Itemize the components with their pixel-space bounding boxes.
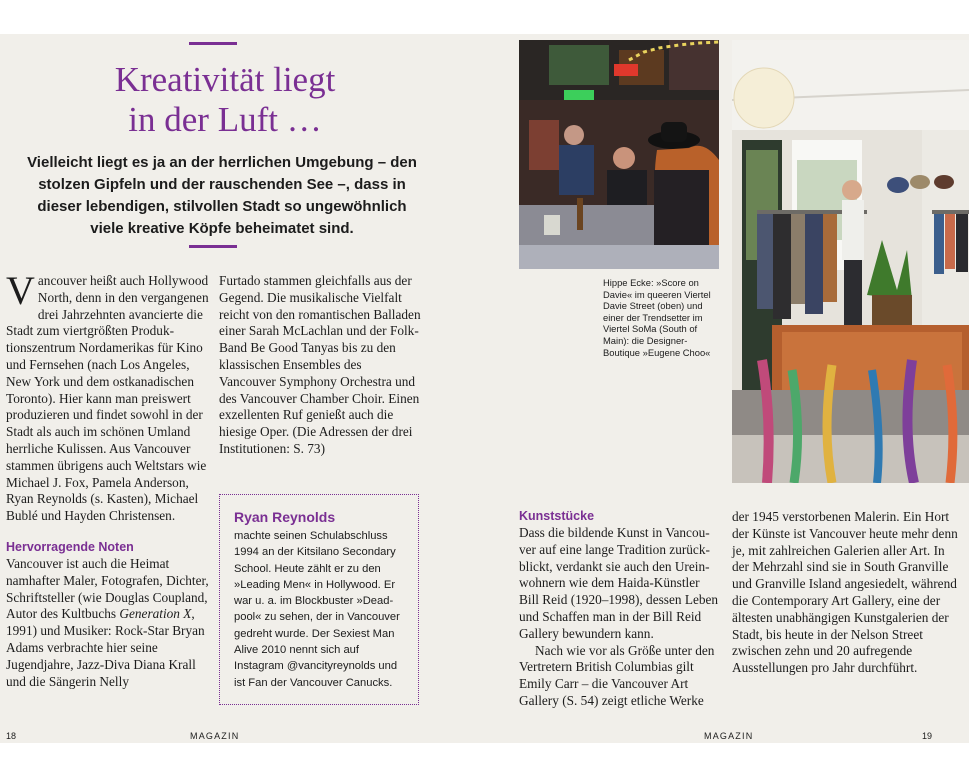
restaurant-image bbox=[519, 40, 719, 269]
info-box-ryan-reynolds bbox=[219, 494, 419, 705]
galleries-paragraph: der 1945 verstorbenen Malerin. Ein Hort der Künste ist Vancouver heute mehr denn je, mit zahlreichen Galerien aller Art. In der Mehrzahl sind sie in South Granville und Granville Island angesiedelt, während die Contemporary Art Gallery, eine der ältesten unabhängigen Kunstgalerien der Stadt, bis heute in der Nelson Street zwischen zehn und 20 aufregende Ausstellungen pro Jahr durchführt. bbox=[732, 509, 958, 676]
art-paragraph: Dass die bildende Kunst in Vancouver auf eine lange Tradition zurückblickt, verdankt sie auch den Ureinwohnern wie dem Haida-Künstler Bill Reid (1920–1998), dessen Leben und Schaffen man in der Bill Reid Gallery bewundern kann. bbox=[519, 525, 719, 641]
subhead-kunststuecke: Kunststücke bbox=[519, 509, 595, 523]
column-1 bbox=[6, 268, 210, 690]
page-number-right: 19 bbox=[922, 731, 933, 741]
info-box-title: Ryan Reynolds bbox=[234, 509, 336, 525]
subhead-noten: Hervorragende Noten bbox=[6, 539, 134, 554]
page-number-left: 18 bbox=[6, 731, 17, 741]
music-text-b: , 1991) und Musiker: Rock-Star Bryan Adams verbrachte hier seine Jugendjahre, Jazz-Diva Diana Krall und die Sängerin Nelly bbox=[6, 606, 205, 689]
info-box-text: machte seinen Schulabschluss 1994 an der Kitsilano Secondary School. Heute zählt er zu den »Leading Men« in Hollywood. Er war u. a. im Blockbuster »Deadpool« zu sehen, der in Vancouver gedreht wurde. Der Sexiest Man Alive 2010 nennt sich auf Instagram @vancityreynolds und ist Fan der Vancouver Canucks. bbox=[234, 530, 400, 689]
photo-eugene-choo-boutique bbox=[732, 40, 969, 483]
page-title bbox=[20, 60, 430, 140]
title-line-1: Kreativität liegt bbox=[114, 60, 336, 99]
music-text-a: Vancouver ist auch die Heimat namhafter Maler, Fotografen, Dichter, Schriftsteller (wie Douglas Coupland, Autor des Kultbuchs bbox=[6, 555, 209, 622]
book-title: Generation X bbox=[119, 606, 192, 622]
column-4 bbox=[732, 509, 962, 677]
intro-paragraph bbox=[6, 268, 210, 525]
column-3 bbox=[519, 508, 721, 710]
lead-paragraph: Vielleicht liegt es ja an der herrlichen Umgebung – den stolzen Gipfeln und der rauschenden See –, dass in dieser lebendigen, stilvollen Stadt so ungewöhnlich viele kreative Köpfe beheimatet sind. bbox=[27, 154, 417, 237]
intro-text: ancouver heißt auch Hollywood North, denn in den vergangenen drei Jahrzehnten avancierte die Stadt zum viertgrößten Produktionszentrum Nordamerikas für Kino und Fernsehen (nach Los Angeles, New York und dem ostkanadischen Toronto). Hier kann man preiswert produzieren und findet sowohl in der Stadt als auch im schönen Umland herrliche Kulissen. Aus Vancouver stammen übrigens auch Weltstars wie Michael J. Fox, Pamela Anderson, Ryan Reynolds (s. Kasten), Michael Bublé und Hayden Christensen. bbox=[6, 273, 209, 524]
boutique-image bbox=[732, 40, 969, 483]
running-head-right: MAGAZIN bbox=[704, 731, 754, 741]
emily-carr-paragraph: Nach wie vor als Größe unter den Vertretern British Columbias gilt Emily Carr – die Vancouver Art Gallery (S. 54) zeigt etliche Werke bbox=[519, 642, 715, 708]
drop-cap: V bbox=[6, 268, 35, 313]
bottom-margin bbox=[0, 743, 969, 775]
music-paragraph bbox=[6, 556, 210, 690]
title-rule-bottom bbox=[189, 245, 237, 248]
title-rule-top bbox=[189, 42, 237, 45]
photo-caption: Hippe Ecke: »Score on Davie« im queeren Viertel Davie Street (oben) und einer der Trendsetter im Viertel SoMa (South of Main): die Designer-Boutique »Eugene Choo« bbox=[603, 277, 711, 358]
photo-score-on-davie bbox=[519, 40, 719, 269]
column-2 bbox=[219, 273, 421, 458]
title-line-2: in der Luft … bbox=[128, 100, 322, 139]
music-continued-paragraph: Furtado stammen gleichfalls aus der Gegend. Die musikalische Vielfalt reicht von den romantischen Balladen einer Sarah McLachlan und der Folk-Band Be Good Tanyas bis zu den klassischen Ensembles des Vancouver Symphony Orchestra und des Vancouver Chamber Choir. Einen exzellenten Ruf genießt auch die hiesige Oper. (Die Adressen der drei Institutionen: S. 73) bbox=[219, 273, 421, 456]
running-head-left: MAGAZIN bbox=[190, 731, 240, 741]
top-margin bbox=[0, 0, 969, 34]
